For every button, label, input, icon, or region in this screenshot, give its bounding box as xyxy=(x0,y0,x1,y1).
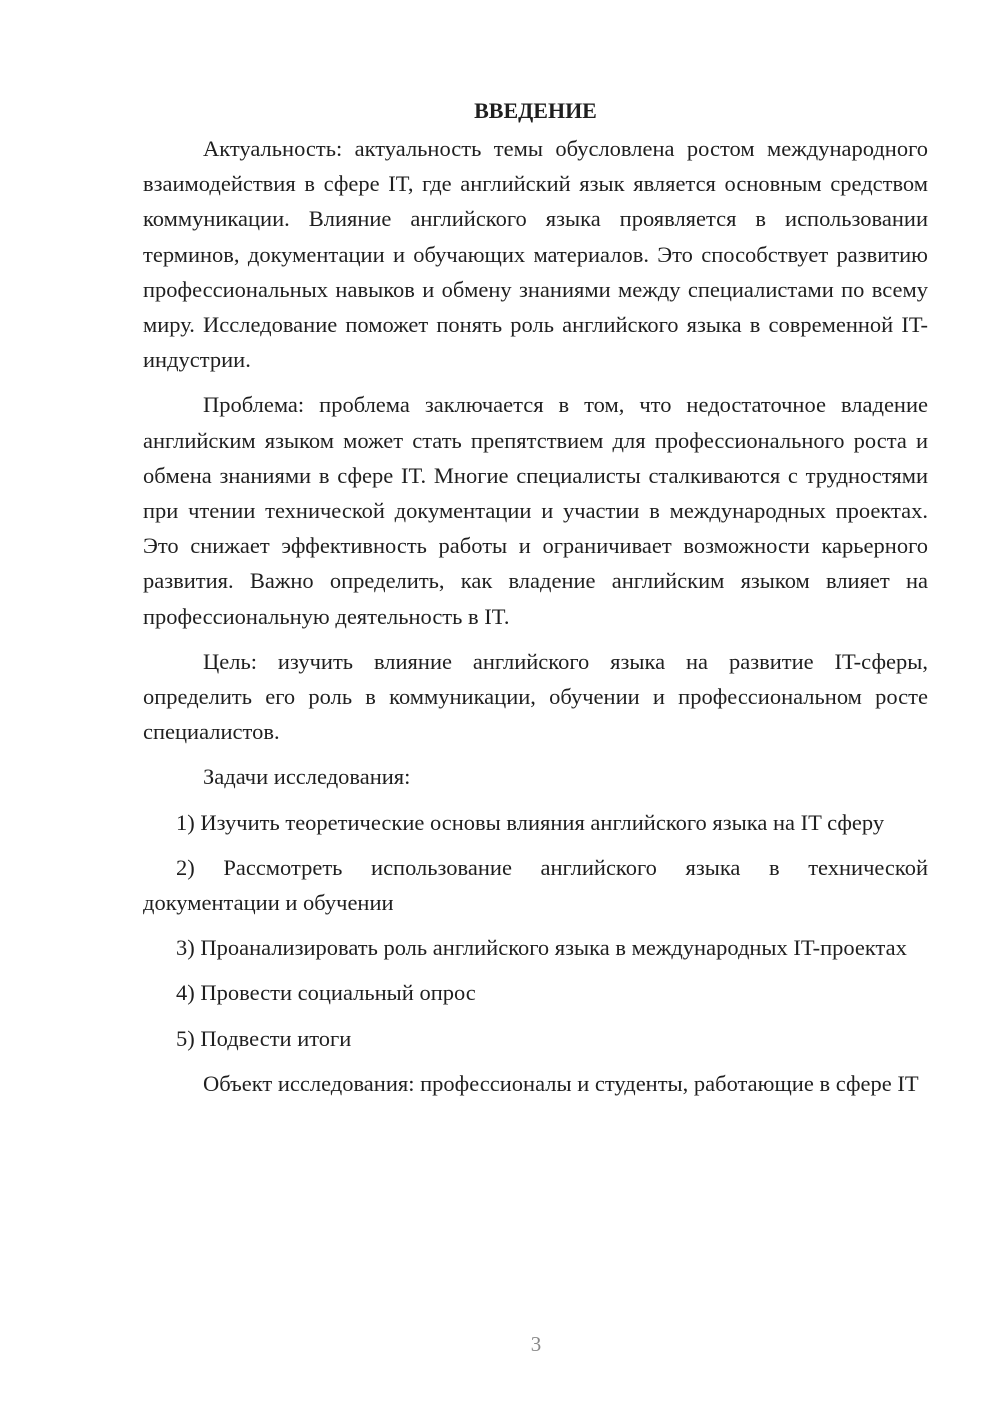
document-page xyxy=(143,92,928,1101)
task-item-5: 5) Подвести итоги xyxy=(176,1025,352,1051)
task-item-2: 2) Рассмотреть использование английского языка в технической документации и обучении xyxy=(143,854,928,916)
section-title: ВВЕДЕНИЕ xyxy=(474,98,597,123)
task-item-4: 4) Провести социальный опрос xyxy=(176,980,476,1006)
object-paragraph: Объект исследования: профессионалы и студенты, работающие в сфере IT xyxy=(203,1070,919,1096)
tasks-heading: Задачи исследования: xyxy=(203,764,411,790)
relevance-paragraph: Актуальность: актуальность темы обусловлена ростом международного взаимодействия в сфере IT, где английский язык является основным средством коммуникации. Влияние английского языка проявляется в использовании терминов, документации и обучающих материалов. Это способствует развитию профессиональных навыков и обмену знаниями между специалистами по всему миру. Исследование поможет понять роль английского языка в современной IT-индустрии. xyxy=(143,136,928,373)
page-number: 3 xyxy=(530,1332,542,1356)
task-item-1: 1) Изучить теоретические основы влияния английского языка на IT сферу xyxy=(176,809,885,835)
goal-paragraph: Цель: изучить влияние английского языка на развитие IT-сферы, определить его роль в коммуникации, обучении и профессиональном росте специалистов. xyxy=(143,648,928,745)
task-item-3: 3) Проанализировать роль английского языка в международных IT-проектах xyxy=(176,935,907,961)
problem-paragraph: Проблема: проблема заключается в том, что недостаточное владение английским языком может стать препятствием для профессионального роста и обмена знаниями в сфере IT. Многие специалисты сталкиваются с трудностями при чтении технической документации и участии в международных проектах. Это снижает эффективность работы и ограничивает возможности карьерного развития. Важно определить, как владение английским языком влияет на профессиональную деятельность в IT. xyxy=(143,392,928,629)
